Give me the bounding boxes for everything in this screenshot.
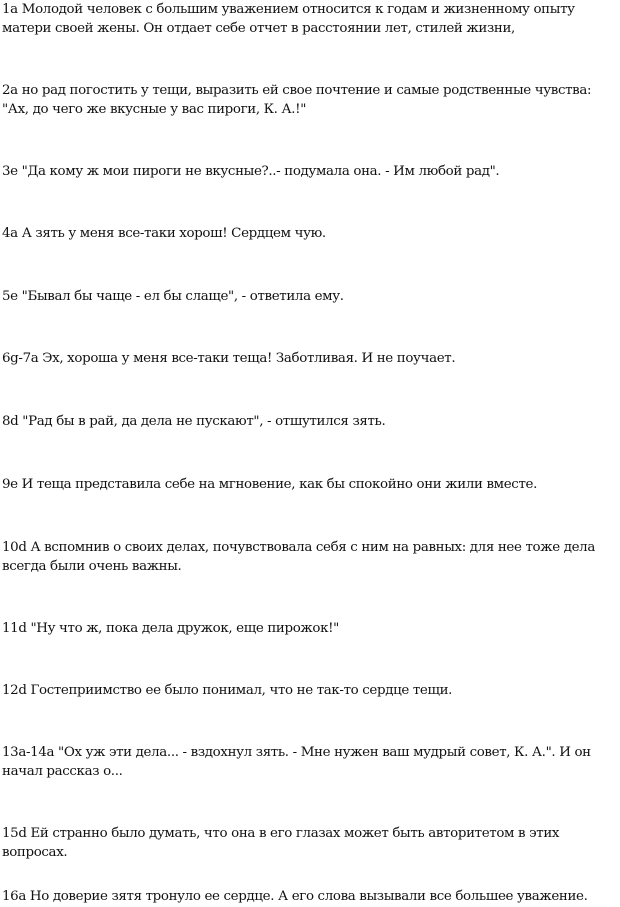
paragraph-13a-14a: 13a-14a "Ох уж эти дела... - вздохнул зять. - Мне нужен ваш мудрый совет, К. А.". И он начал рассказ о...	[2, 745, 591, 779]
paragraph-1a: 1a Молодой человек с большим уважением относится к годам и жизненному опыту матери своей жены. Он отдает себе отчет в расстоянии лет, стилей жизни,	[2, 2, 575, 36]
paragraph-4a: 4a А зять у меня все-таки хорош! Сердцем чую.	[2, 226, 326, 241]
paragraph-15d: 15d Ей странно было думать, что она в его глазах может быть авторитетом в этих вопросах.	[2, 826, 560, 860]
paragraph-9e: 9e И теща представила себе на мгновение, как бы спокойно они жили вместе.	[2, 477, 537, 492]
paragraph-5e: 5e "Бывал бы чаще - ел бы слаще", - ответила ему.	[2, 289, 344, 304]
paragraph-3e: 3e "Да кому ж мои пироги не вкусные?..- подумала она. - Им любой рад".	[2, 164, 500, 179]
paragraph-10d: 10d А вспомнив о своих делах, почувствовала себя с ним на равных: для нее тоже дела всегда были очень важны.	[2, 540, 595, 574]
paragraph-6g-7a: 6g-7a Эх, хороша у меня все-таки теща! Заботливая. И не поучает.	[2, 351, 456, 366]
paragraph-12d: 12d Гостеприимство ее было понимал, что не так-то сердце тещи.	[2, 683, 453, 698]
paragraph-11d: 11d "Ну что ж, пока дела дружок, еще пирожок!"	[2, 621, 339, 636]
paragraph-16a: 16a Но доверие зятя тронуло ее сердце. А его слова вызывали все большее уважение.	[2, 889, 588, 904]
paragraph-2a: 2a но рад погостить у тещи, выразить ей свое почтение и самые родственные чувства: "Ах, до чего же вкусные у вас пироги, К. А.!"	[2, 83, 592, 117]
paragraph-8d: 8d "Рад бы в рай, да дела не пускают", - отшутился зять.	[2, 414, 386, 429]
